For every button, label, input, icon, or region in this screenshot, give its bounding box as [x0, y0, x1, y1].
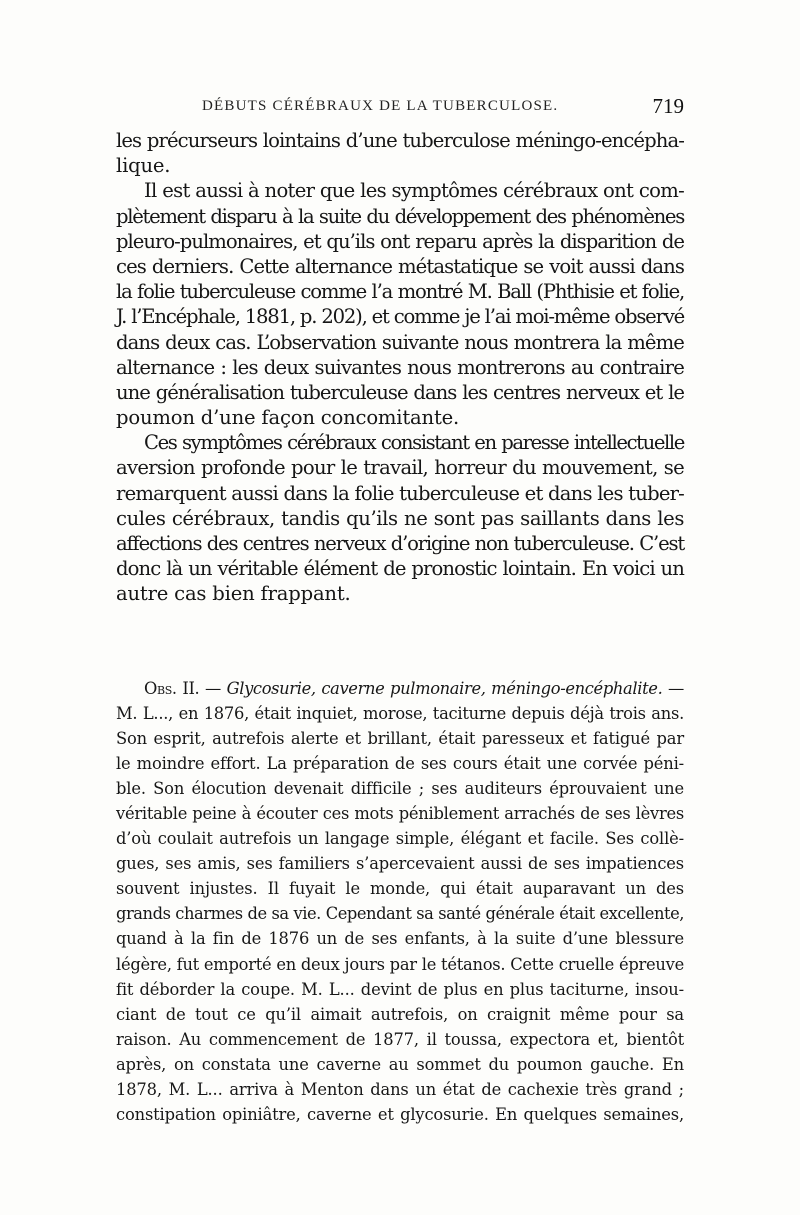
running-title: DÉBUTS CÉRÉBRAUX DE LA TUBERCULOSE.	[202, 98, 559, 114]
text-line: donc là un véritable élément de pronostic lointain. En voici un	[116, 557, 684, 581]
text-line: après, on constata une caverne au sommet du poumon gauche. En	[116, 1054, 684, 1074]
text-line: plètement disparu à la suite du développement des phénomènes	[116, 204, 684, 228]
text-line: Il est aussi à noter que les symptômes cérébraux ont com-	[144, 179, 684, 203]
text-line: lique.	[116, 154, 171, 178]
observation-block	[116, 676, 684, 1127]
text-line: constipation opiniâtre, caverne et glycosurie. En quelques semaines,	[116, 1104, 684, 1124]
text-line: autre cas bien frappant.	[116, 582, 351, 606]
text-line: fit déborder la coupe. M. L... devint de plus en plus taciturne, insou-	[116, 979, 684, 999]
text-line: d’où coulait autrefois un langage simple, élégant et facile. Ses collè-	[116, 829, 684, 849]
text-line: les précurseurs lointains d’une tuberculose méningo-encépha-	[116, 129, 684, 152]
text-line: grands charmes de sa vie. Cependant sa santé générale était excellente,	[116, 904, 684, 924]
text-line: quand à la fin de 1876 un de ses enfants, à la suite d’une blessure	[116, 929, 684, 949]
text-line: Ces symptômes cérébraux consistant en paresse intellectuelle	[144, 431, 684, 455]
text-line: une généralisation tuberculeuse dans les centres nerveux et le	[116, 380, 684, 404]
text-line: remarquent aussi dans la folie tuberculeuse et dans les tuber-	[116, 481, 684, 505]
text-line: véritable peine à écouter ces mots péniblement arrachés de ses lèvres	[116, 804, 684, 824]
text-line: affections des centres nerveux d’origine non tuberculeuse. C’est	[116, 532, 684, 555]
text-line: souvent injustes. Il fuyait le monde, qui était auparavant un des	[116, 879, 684, 899]
observation-title: Glycosurie, caverne pulmonaire, méningo-encéphalite.	[226, 679, 663, 698]
text-line: aversion profonde pour le travail, horreur du mouvement, se	[116, 456, 684, 480]
text-line: 1878, M. L... arriva à Menton dans un état de cachexie très grand ;	[116, 1079, 684, 1099]
text-line: poumon d’une façon concomitante.	[116, 406, 460, 430]
text-line: alternance : les deux suivantes nous montrerons au contraire	[116, 355, 684, 379]
observation-title-tail: —	[662, 679, 684, 698]
text-line: ble. Son élocution devenait difficile ; ses auditeurs éprouvaient une	[116, 779, 684, 799]
text-line: M. L..., en 1876, était inquiet, morose, taciturne depuis déjà trois ans.	[116, 704, 684, 724]
text-line: le moindre effort. La préparation de ses cours était une corvée péni-	[116, 754, 684, 774]
observation-dash: —	[199, 679, 227, 698]
text-line: la folie tuberculeuse comme l’a montré M. Ball (Phthisie et folie,	[116, 280, 684, 304]
text-line: gues, ses amis, ses familiers s’apercevaient aussi de ses impatiences	[116, 854, 684, 874]
text-line: légère, fut emporté en deux jours par le tétanos. Cette cruelle épreuve	[116, 954, 684, 974]
text-line: Son esprit, autrefois alerte et brillant, était paresseux et fatigué par	[116, 729, 684, 749]
running-head	[116, 96, 684, 122]
main-text	[116, 128, 684, 607]
text-line: cules cérébraux, tandis qu’ils ne sont pas saillants dans les	[116, 506, 684, 530]
observation-label: Obs. II.	[144, 679, 200, 698]
text-line: raison. Au commencement de 1877, il toussa, expectora et, bientôt	[116, 1029, 684, 1049]
text-line: ciant de tout ce qu’il aimait autrefois, on craignit même pour sa	[116, 1004, 684, 1024]
text-line: dans deux cas. L’observation suivante nous montrera la même	[116, 330, 684, 354]
observation-heading	[116, 676, 684, 701]
text-line: pleuro-pulmonaires, et qu’ils ont reparu après la disparition de	[116, 229, 684, 253]
text-line: ces derniers. Cette alternance métastatique se voit aussi dans	[116, 254, 684, 278]
page-number: 719	[652, 94, 684, 118]
text-line: J. l’Encéphale, 1881, p. 202), et comme je l’ai moi-même observé	[116, 305, 684, 329]
